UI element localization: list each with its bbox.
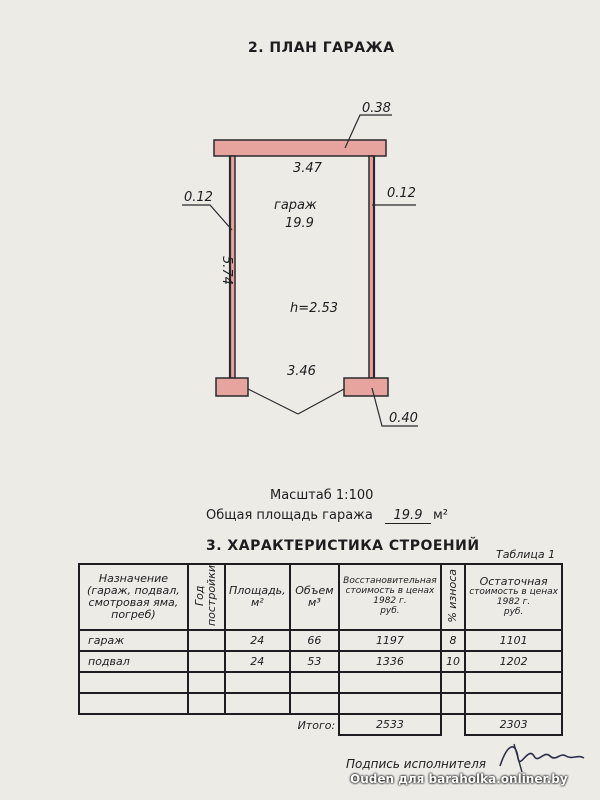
- gate-leaf-left: [248, 389, 298, 414]
- cell-wear: [441, 672, 466, 693]
- cell-residual: 1101: [465, 630, 562, 651]
- header-volume: Объем м³: [290, 564, 340, 630]
- cell-area: 24: [225, 630, 290, 651]
- cell-restoration: [339, 672, 441, 693]
- cell-volume: [290, 672, 340, 693]
- dim-top-wall: 0.38: [362, 101, 391, 116]
- total-area-value: 19.9: [385, 508, 431, 524]
- cell-restoration: [339, 693, 441, 714]
- cell-wear: 8: [441, 630, 466, 651]
- watermark-text: Ouden для baraholka.onliner.by: [350, 772, 568, 786]
- dim-left-wall: 0.12: [184, 190, 213, 205]
- dim-length: 5.74: [219, 256, 234, 285]
- table-header-row: [79, 564, 562, 630]
- top-wall: [214, 140, 386, 156]
- header-residual: Остаточная стоимость в ценах 1982 г. руб.: [465, 564, 562, 630]
- cell-residual: [465, 693, 562, 714]
- cell-volume: 53: [290, 651, 340, 672]
- cell-area: 24: [225, 651, 290, 672]
- dim-pier: 0.40: [389, 411, 418, 426]
- room-area: 19.9: [285, 216, 314, 231]
- cell-purpose: гараж: [79, 630, 188, 651]
- header-purpose: Назначение (гараж, подвал, смотровая яма, погреб): [79, 564, 188, 630]
- dim-inner-width-top: 3.47: [293, 161, 322, 176]
- cell-year: [188, 672, 225, 693]
- specs-title: 3. ХАРАКТЕРИСТИКА СТРОЕНИЙ: [206, 538, 480, 554]
- total-restoration: 2533: [339, 714, 441, 735]
- table-row: [79, 651, 562, 672]
- cell-volume: 66: [290, 630, 340, 651]
- cell-residual: [465, 672, 562, 693]
- cell-year: [188, 693, 225, 714]
- cell-year: [188, 630, 225, 651]
- cell-restoration: 1197: [339, 630, 441, 651]
- table-label: Таблица 1: [496, 548, 556, 561]
- right-pier: [344, 378, 388, 396]
- cell-area: [225, 672, 290, 693]
- table-row: [79, 693, 562, 714]
- signature-image: [494, 736, 590, 776]
- total-residual: 2303: [465, 714, 562, 735]
- dim-inner-width-bottom: 3.46: [287, 364, 316, 379]
- room-name: гараж: [274, 198, 317, 213]
- cell-area: [225, 693, 290, 714]
- leader-left: [182, 205, 232, 230]
- cell-purpose: [79, 672, 188, 693]
- dim-right-wall: 0.12: [387, 186, 416, 201]
- total-area-unit: м²: [433, 508, 449, 523]
- scale-label: Масштаб 1:100: [270, 488, 374, 503]
- total-label: Итого:: [297, 718, 336, 732]
- table-row: [79, 630, 562, 651]
- room-height: h=2.53: [290, 301, 339, 316]
- cell-purpose: подвал: [79, 651, 188, 672]
- cell-residual: 1202: [465, 651, 562, 672]
- cell-purpose: [79, 693, 188, 714]
- signature-label: Подпись исполнителя: [346, 757, 486, 771]
- cell-restoration: 1336: [339, 651, 441, 672]
- cell-year: [188, 651, 225, 672]
- total-area-label: Общая площадь гаража: [206, 508, 373, 523]
- cell-wear: 10: [441, 651, 466, 672]
- left-pier: [216, 378, 248, 396]
- table-row: [79, 672, 562, 693]
- header-restoration: Восстановительная стоимость в ценах 1982 г. руб.: [339, 564, 441, 630]
- cell-wear: [441, 693, 466, 714]
- table-total-row: [79, 714, 562, 735]
- header-wear: % износа: [441, 564, 466, 630]
- header-year: Год постройки: [188, 564, 225, 630]
- plan-title: 2. ПЛАН ГАРАЖА: [248, 40, 395, 56]
- specs-table: [78, 563, 563, 736]
- gate-leaf-right: [298, 389, 344, 414]
- cell-volume: [290, 693, 340, 714]
- header-area: Площадь, м²: [225, 564, 290, 630]
